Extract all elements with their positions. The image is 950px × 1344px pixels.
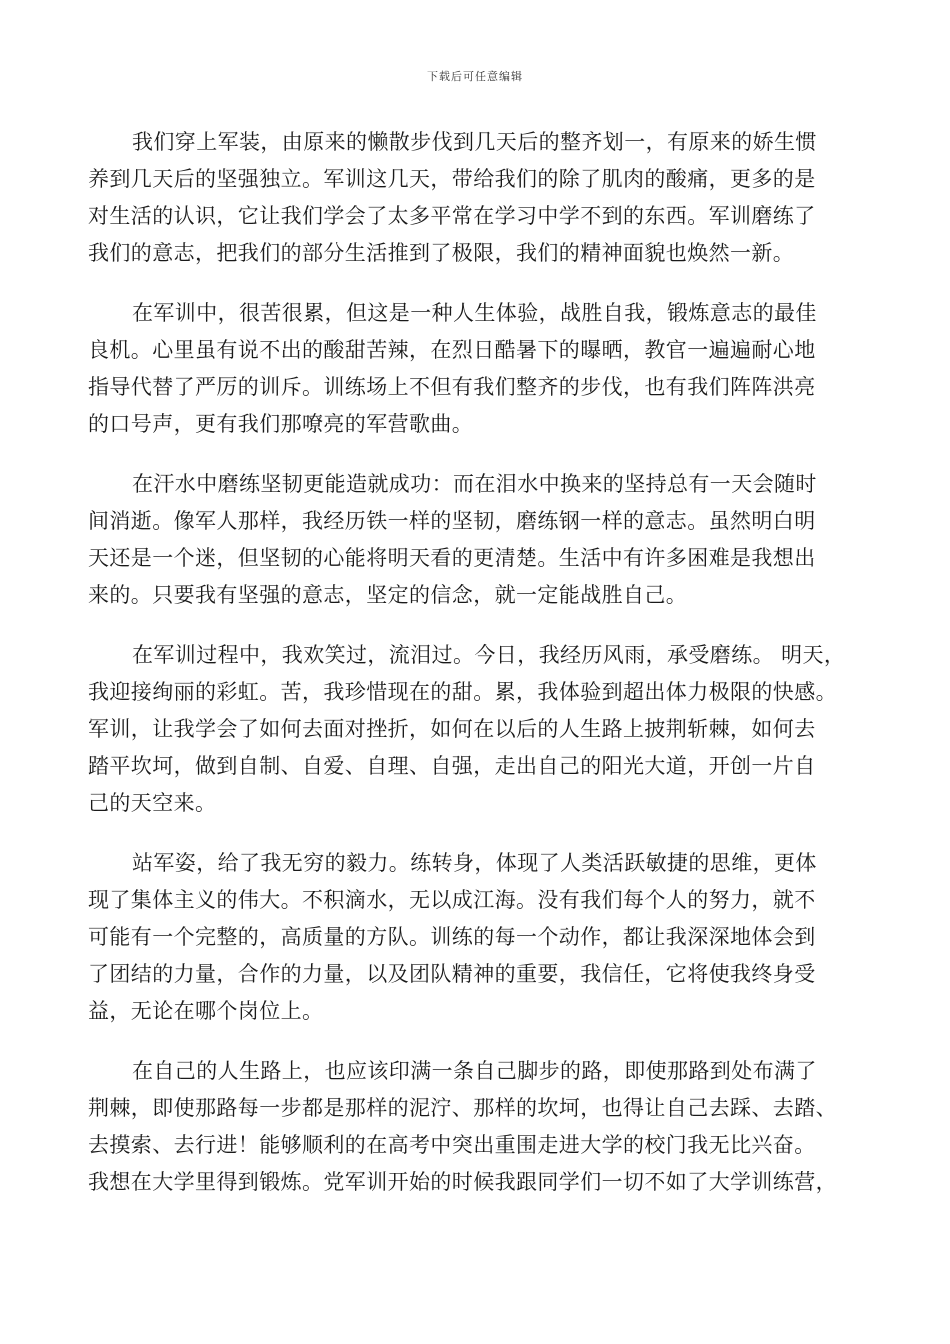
- paragraph-line: 在自己的人生路上，也应该印满一条自己脚步的路，即使那路到处布满了: [132, 1059, 817, 1083]
- paragraph-line: 我们穿上军装，由原来的懒散步伐到几天后的整齐划一，有原来的娇生惯: [132, 130, 817, 154]
- paragraph-line: 荆棘，即使那路每一步都是那样的泥泞、那样的坎坷，也得让自己去踩、去踏、: [88, 1096, 837, 1120]
- paragraph-line: 益，无论在哪个岗位上。: [88, 999, 324, 1023]
- paragraph-3: [88, 466, 870, 614]
- paragraph-line: 我迎接绚丽的彩虹。苦，我珍惜现在的甜。累，我体验到超出体力极限的快感。: [88, 680, 837, 704]
- paragraph-line: 去摸索、去行进！能够顺利的在高考中突出重围走进大学的校门我无比兴奋。: [88, 1133, 816, 1157]
- paragraph-line: 军训，让我学会了如何去面对挫折，如何在以后的人生路上披荆斩棘，如何去: [88, 717, 816, 741]
- paragraph-line: 了团结的力量，合作的力量，以及团队精神的重要，我信任，它将使我终身受: [88, 962, 816, 986]
- paragraph-2: [88, 295, 870, 443]
- paragraph-4: [88, 637, 870, 822]
- paragraph-line: 指导代替了严厉的训斥。训练场上不但有我们整齐的步伐，也有我们阵阵洪亮: [88, 375, 816, 399]
- paragraph-line: 站军姿，给了我无穷的毅力。练转身，体现了人类活跃敏捷的思维，更体: [132, 851, 817, 875]
- paragraph-line: 在汗水中磨练坚韧更能造就成功：而在泪水中换来的坚持总有一天会随时: [132, 472, 817, 496]
- paragraph-line: 在军训中，很苦很累，但这是一种人生体验，战胜自我，锻炼意志的最佳: [132, 301, 817, 325]
- paragraph-line: 的口号声，更有我们那嘹亮的军营歌曲。: [88, 412, 474, 436]
- paragraph-line: 养到几天后的坚强独立。军训这几天，带给我们的除了肌肉的酸痛，更多的是: [88, 167, 816, 191]
- paragraph-line: 踏平坎坷，做到自制、自爱、自理、自强，走出自己的阳光大道，开创一片自: [88, 754, 816, 778]
- page-header: 下载后可任意编辑: [427, 70, 523, 83]
- paragraph-line: 来的。只要我有坚强的意志，坚定的信念，就一定能战胜自己。: [88, 583, 688, 607]
- paragraph-6: [88, 1053, 870, 1201]
- paragraph-line: 天还是一个迷，但坚韧的心能将明天看的更清楚。生活中有许多困难是我想出: [88, 546, 816, 570]
- paragraph-line: 我想在大学里得到锻炼。党军训开始的时候我跟同学们一切不如了大学训练营，: [88, 1170, 837, 1194]
- paragraph-line: 对生活的认识，它让我们学会了太多平常在学习中学不到的东西。军训磨练了: [88, 204, 816, 228]
- paragraph-line: 现了集体主义的伟大。不积滴水，无以成江海。没有我们每个人的努力，就不: [88, 888, 816, 912]
- paragraph-line: 良机。心里虽有说不出的酸甜苦辣，在烈日酷暑下的曝晒，教官一遍遍耐心地: [88, 338, 816, 362]
- paragraph-line: 在军训过程中，我欢笑过，流泪过。今日，我经历风雨，承受磨练。 明天，: [132, 643, 846, 667]
- paragraph-1: [88, 124, 870, 272]
- document-body: [88, 124, 870, 1224]
- paragraph-line: 间消逝。像军人那样，我经历铁一样的坚韧，磨练钢一样的意志。虽然明白明: [88, 509, 816, 533]
- paragraph-line: 可能有一个完整的，高质量的方队。训练的每一个动作，都让我深深地体会到: [88, 925, 816, 949]
- paragraph-line: 己的天空来。: [88, 791, 217, 815]
- paragraph-5: [88, 845, 870, 1030]
- paragraph-line: 我们的意志，把我们的部分生活推到了极限，我们的精神面貌也焕然一新。: [88, 241, 795, 265]
